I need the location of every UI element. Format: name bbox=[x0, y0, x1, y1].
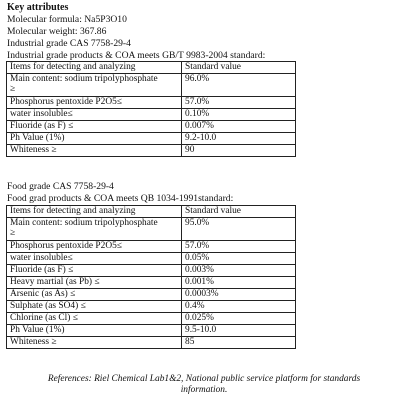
row-value: 0.10% bbox=[182, 109, 296, 121]
row-value: 0.001% bbox=[182, 277, 296, 289]
table-row bbox=[7, 277, 296, 289]
row-value: 90 bbox=[182, 145, 296, 157]
industrial-cas: Industrial grade CAS 7758-29-4 bbox=[7, 38, 131, 49]
row-item: Phosphorus pentoxide P2O5≤ bbox=[7, 97, 182, 109]
row-item: Fluoride (as F) ≤ bbox=[7, 265, 182, 277]
row-item-text-cont: ≥ bbox=[10, 84, 16, 94]
molecular-formula: Molecular formula: Na5P3O10 bbox=[7, 14, 127, 25]
row-item: Ph Value (1%) bbox=[7, 325, 182, 337]
table-row bbox=[7, 109, 296, 121]
row-item: Fluoride (as F) ≤ bbox=[7, 121, 182, 133]
row-item: Whiteness ≥ bbox=[7, 337, 182, 349]
row-value: 0.025% bbox=[182, 313, 296, 325]
table-row bbox=[7, 337, 296, 349]
table-row bbox=[7, 301, 296, 313]
row-item: Ph Value (1%) bbox=[7, 133, 182, 145]
row-value: 0.003% bbox=[182, 265, 296, 277]
table-row bbox=[7, 313, 296, 325]
row-item: water insoluble≤ bbox=[7, 253, 182, 265]
header-item: Items for detecting and analyzing bbox=[7, 62, 182, 74]
row-item: Heavy martial (as Pb) ≤ bbox=[7, 277, 182, 289]
food-cas: Food grade CAS 7758-29-4 bbox=[7, 181, 114, 192]
row-item bbox=[7, 74, 182, 97]
row-value: 96.0% bbox=[182, 74, 296, 97]
row-value: 57.0% bbox=[182, 97, 296, 109]
row-item: Arsenic (as As) ≤ bbox=[7, 289, 182, 301]
row-value: 0.4% bbox=[182, 301, 296, 313]
row-value: 95.0% bbox=[182, 218, 296, 241]
table-header-row bbox=[7, 206, 296, 218]
header-value: Standard value bbox=[182, 62, 296, 74]
table-row bbox=[7, 253, 296, 265]
table-row bbox=[7, 325, 296, 337]
row-item: Chlorine (as Cl) ≤ bbox=[7, 313, 182, 325]
references bbox=[20, 374, 388, 396]
table-row bbox=[7, 289, 296, 301]
industrial-standard: Industrial grade products & COA meets GB/T 9983-2004 standard: bbox=[7, 50, 266, 61]
table-row bbox=[7, 218, 296, 241]
food-standard: Food grad products & COA meets QB 1034-1991standard: bbox=[7, 193, 234, 204]
row-value: 0.0003% bbox=[182, 289, 296, 301]
row-item: Sulphate (as SO4) ≤ bbox=[7, 301, 182, 313]
section-heading: Key attributes bbox=[7, 2, 69, 13]
row-item: Whiteness ≥ bbox=[7, 145, 182, 157]
molecular-weight: Molecular weight: 367.86 bbox=[7, 26, 107, 37]
table-row bbox=[7, 241, 296, 253]
row-item-text: Main content: sodium tripolyphosphate bbox=[10, 74, 158, 84]
row-item-text: Main content: sodium tripolyphosphate bbox=[10, 218, 158, 228]
table-row bbox=[7, 121, 296, 133]
row-value: 9.5-10.0 bbox=[182, 325, 296, 337]
row-value: 85 bbox=[182, 337, 296, 349]
references-line-2: information. bbox=[180, 385, 228, 395]
industrial-spec-table bbox=[6, 61, 296, 157]
row-value: 0.05% bbox=[182, 253, 296, 265]
table-row bbox=[7, 145, 296, 157]
header-item: Items for detecting and analyzing bbox=[7, 206, 182, 218]
table-row bbox=[7, 265, 296, 277]
row-item: Phosphorus pentoxide P2O5≤ bbox=[7, 241, 182, 253]
table-header-row bbox=[7, 62, 296, 74]
row-value: 57.0% bbox=[182, 241, 296, 253]
row-value: 9.2-10.0 bbox=[182, 133, 296, 145]
table-row bbox=[7, 97, 296, 109]
header-value: Standard value bbox=[182, 206, 296, 218]
row-item-text-cont: ≥ bbox=[10, 228, 16, 238]
references-line-1: References: Riel Chemical Lab1&2, National public service platform for standards bbox=[47, 374, 361, 384]
food-spec-table bbox=[6, 205, 296, 349]
table-row bbox=[7, 133, 296, 145]
row-value: 0.007% bbox=[182, 121, 296, 133]
row-item bbox=[7, 218, 182, 241]
table-row bbox=[7, 74, 296, 97]
row-item: water insoluble≤ bbox=[7, 109, 182, 121]
